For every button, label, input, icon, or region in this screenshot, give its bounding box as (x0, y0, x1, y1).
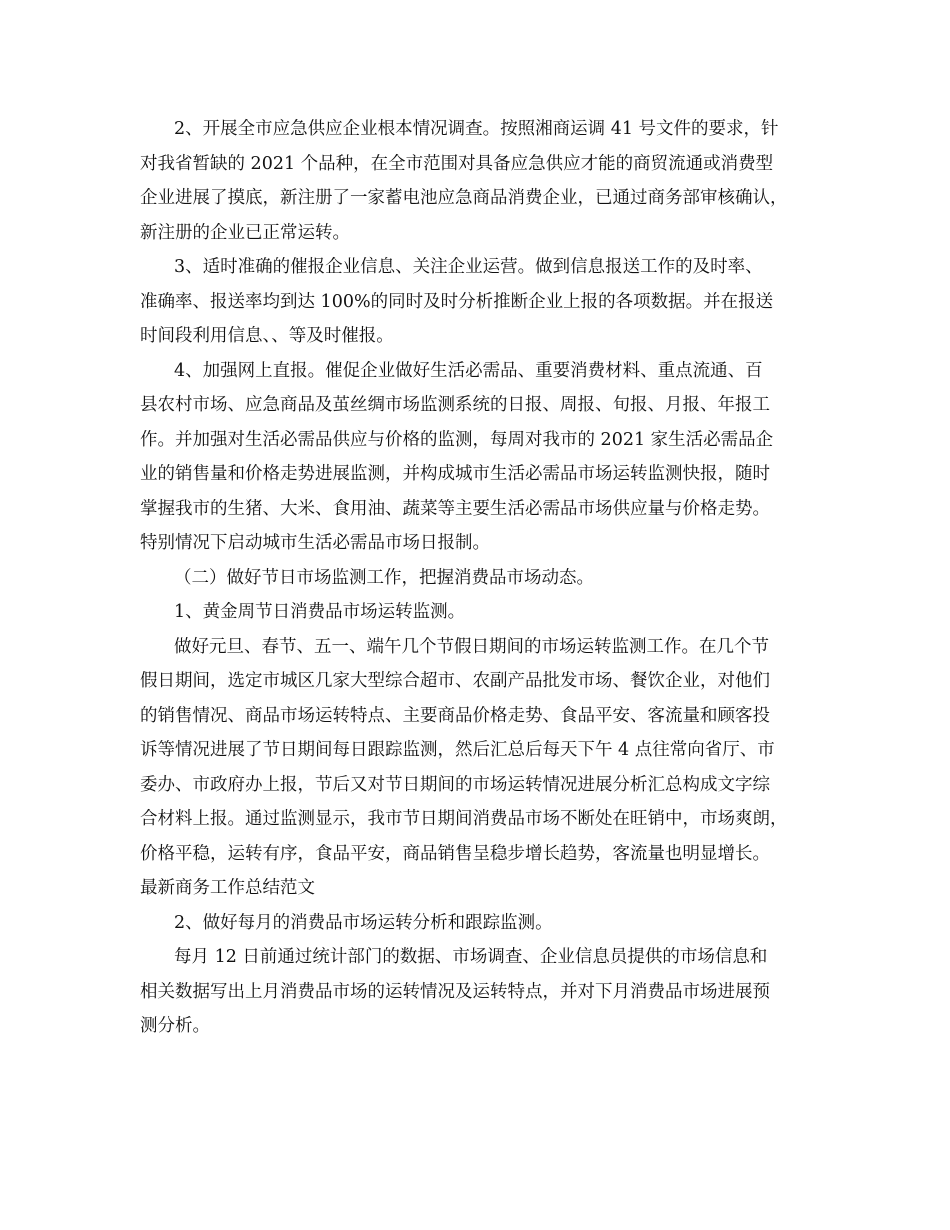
text-line: 假日期间，选定市城区几家大型综合超市、农副产品批发市场、餐饮企业，对他们 (140, 671, 770, 691)
text-line: 委办、市政府办上报，节后又对节日期间的市场运转情况进展分析汇总构成文字综 (140, 774, 770, 795)
paragraph (140, 871, 820, 906)
paragraph (140, 630, 820, 872)
text-line: 价格平稳，运转有序，食品平安，商品销售呈稳步增长趋势，客流量也明显增长。 (140, 843, 770, 864)
text-line: 对我省暂缺的 2021 个品种，在全市范围对具备应急供应才能的商贸流通或消费型 (140, 153, 774, 174)
text-line: 新注册的企业已正常运转。 (140, 222, 350, 243)
text-line: 掌握我市的生猪、大米、食用油、蔬菜等主要生活必需品市场供应量与价格走势。 (140, 498, 770, 519)
text-line: 做好元旦、春节、五一、端午几个节假日期间的市场运转监测工作。在几个节 (174, 636, 769, 657)
text-line: 作。并加强对生活必需品供应与价格的监测，每周对我市的 2021 家生活必需品企 (140, 429, 774, 450)
text-line: 1、黄金周节日消费品市场运转监测。 (174, 602, 466, 622)
paragraph (140, 354, 820, 561)
text-line: 相关数据写出上月消费品市场的运转情况及运转特点，并对下月消费品市场进展预 (140, 981, 770, 1002)
text-line: 的销售情况、商品市场运转特点、主要商品价格走势、食品平安、客流量和顾客投 (140, 705, 770, 726)
text-line: 每月 12 日前通过统计部门的数据、市场调查、企业信息员提供的市场信息和 (174, 947, 768, 967)
text-line: 时间段利用信息、、等及时催报。 (140, 326, 394, 346)
paragraph (140, 940, 820, 1044)
paragraph (140, 595, 820, 630)
text-line: 特别情况下启动城市生活必需品市场日报制。 (140, 533, 490, 553)
text-line: 合材料上报。通过监测显示，我市节日期间消费品市场不断处在旺销中，市场爽朗， (140, 809, 788, 829)
text-line: 2、开展全市应急供应企业根本情况调查。按照湘商运调 41 号文件的要求，针 (174, 119, 779, 139)
text-line: 测分析。 (140, 1016, 210, 1036)
text-line: 准确率、报送率均到达 100%的同时及时分析推断企业上报的各项数据。并在报送 (140, 291, 774, 312)
text-line: 业的销售量和价格走势进展监测，并构成城市生活必需品市场运转监测快报，随时 (140, 464, 770, 484)
text-line: 3、适时准确的催报企业信息、关注企业运营。做到信息报送工作的及时率、 (174, 257, 763, 277)
text-line: 最新商务工作总结范文 (140, 878, 315, 898)
paragraph (140, 250, 820, 354)
document-page (140, 112, 820, 1044)
text-line: 企业进展了摸底，新注册了一家蓄电池应急商品消费企业，已通过商务部审核确认， (140, 188, 788, 208)
text-line: （二）做好节日市场监测工作，把握消费品市场动态。 (174, 567, 594, 588)
paragraph (140, 906, 820, 941)
text-line: 4、加强网上直报。催促企业做好生活必需品、重要消费材料、重点流通、百 (174, 360, 763, 381)
paragraph (140, 112, 820, 250)
paragraph (140, 561, 820, 596)
text-line: 县农村市场、应急商品及茧丝绸市场监测系统的日报、周报、旬报、月报、年报工 (140, 395, 770, 415)
text-line: 2、做好每月的消费品市场运转分析和跟踪监测。 (174, 912, 553, 933)
text-line: 诉等情况进展了节日期间每日跟踪监测，然后汇总后每天下午 4 点往常向省厅、市 (140, 740, 775, 760)
